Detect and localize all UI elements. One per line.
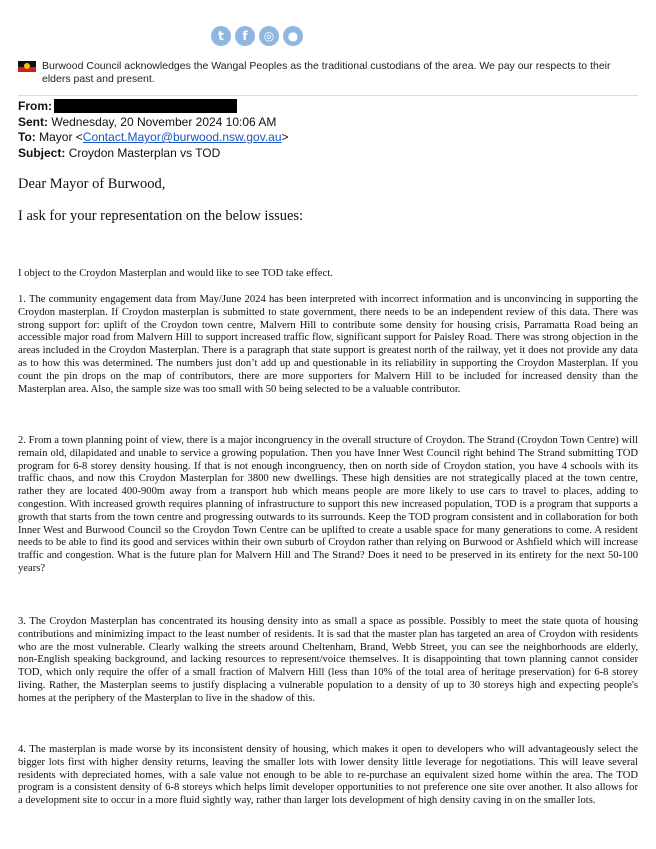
sent-label: Sent: <box>18 114 48 129</box>
divider <box>18 95 638 96</box>
redacted-sender <box>54 99 237 113</box>
paragraph-2: 2. From a town planning point of view, there is a major incongruency in the overall structure of Croydon. The Strand (Croydon Town Centre) will remain old, dilapidated and unable to service a growing population. Then you have Inner West Council right behind The Strand submitting TOD program for 6-8 storey density housing. If that is not enough incongruency, then on north side of Croydon station, you have 4 schools with its traffic chaos, and now this Croydon Masterplan for 3800 new dwellings. These high densities are not strategically placed at the town centre, rather they are located 400-900m away from a transport hub which means people are more likely to use cars to travel to places, adding to congestion. With increased growth requires planning of infrastructure to support this new increased population, TOD is a program that supports a growth that starts from the town centre and progressing outwards to its surrounds. Keep the TOD program consistent and in collaboration for both Inner West and Burwood Council so the Croydon Town Centre can be uplifted to create a usable space for many generations to come. A resident needs to be able to find its good and services within their own suburb of Croydon rather than relying on Burwood or Ashfield which will increase traffic and congestion. What is the future plan for Malvern Hill and The Strand? Does it need to be preserved in its entirety for the next 50-100 years? <box>18 435 638 574</box>
social-icons <box>211 26 303 46</box>
salutation: Dear Mayor of Burwood, <box>18 176 166 192</box>
facebook-icon[interactable]: f <box>235 26 255 46</box>
from-label: From: <box>18 99 52 113</box>
sent-value: Wednesday, 20 November 2024 10:06 AM <box>51 114 277 129</box>
subject-value: Croydon Masterplan vs TOD <box>68 145 221 160</box>
wechat-icon[interactable]: ● <box>283 26 303 46</box>
paragraph-4: 4. The masterplan is made worse by its inconsistent density of housing, which makes it open to developers who will advantageously select the bigger lots first with higher density returns, leaving the smaller lots with lower density little leverage for negotiations. This will leave several residents with depreciated homes, with a sale value not enough to be able to re-purchase an equivalent sized home within the area. The TOD program is a consistent density of 6-8 storeys which helps limit developer opportunities to not preference one site over another. It also allows for a development site to occur in a more fluid sightly way, rather than larger lots development of high density caving in on the smaller lots. <box>18 744 638 807</box>
to-name: Mayor < <box>39 130 83 144</box>
email-header <box>18 99 638 161</box>
paragraph-3: 3. The Croydon Masterplan has concentrated its housing density into as small a space as possible. Possibly to meet the state quota of housing contributions and minimizing impact to the least number of residents. It is sad that the master plan has targeted an area of Croydon with residents who are the most vulnerable. Clearly walking the streets around Cheltenham, Brand, Webb Street, you can see the neighborhoods are elderly, non-English speaking background, and lacking resources to represent/voice themselves. It is disappointing that town planning cannot consider TOD, which only require the offer of a small fraction of Malvern Hill (less than 10% of the total area of heritage preservation) for 6-8 storey living. Rather, the Masterplan seems to justify displacing a vulnerable population to a density of up to 30 storeys high and expecting people's homes at the periphery of the Masterplan to live in the shadow of this. <box>18 616 638 704</box>
twitter-icon[interactable]: t <box>211 26 231 46</box>
to-label: To: <box>18 130 36 144</box>
intro-line: I ask for your representation on the below issues: <box>18 208 304 224</box>
to-close: > <box>281 130 289 144</box>
acknowledgement <box>18 60 636 86</box>
to-email-link[interactable]: Contact.Mayor@burwood.nsw.gov.au <box>82 130 282 144</box>
subject-label: Subject: <box>18 145 66 160</box>
aboriginal-flag-icon <box>18 61 36 72</box>
instagram-icon[interactable]: ◎ <box>259 26 279 46</box>
paragraph-1: 1. The community engagement data from May/June 2024 has been interpreted with incorrect information and is unconvincing in supporting the Croydon masterplan. If Croydon masterplan is submitted to state government, there needs to be an independent review of this data. There was strong support for: uplift of the Croydon town centre, Malvern Hill to contribute some density for housing crisis, Parramatta Road being an accessible major road from Malvern Hill to support increased traffic flow, significant support for Paisley Road. There was strong objection in the areas included in the Croydon Masterplan. There is a paragraph that state support is greatest north of the railway, yet it does not provide any data as to how this was determined. The numbers just don’t add up and questionable in its reliability in supporting the Croydon Masterplan. If you count the pin drops on the map of contributors, there are more supporters for Malvern Hill to be included for increased density than the Masterplan area. Also, the sample size was too small with 50 being selected to be a valuable contributor. <box>18 294 638 395</box>
acknowledgement-text: Burwood Council acknowledges the Wangal Peoples as the traditional custodians of the area. We pay our respects to their elders past and present. <box>42 60 611 85</box>
objection-statement: I object to the Croydon Masterplan and would like to see TOD take effect. <box>18 268 333 279</box>
